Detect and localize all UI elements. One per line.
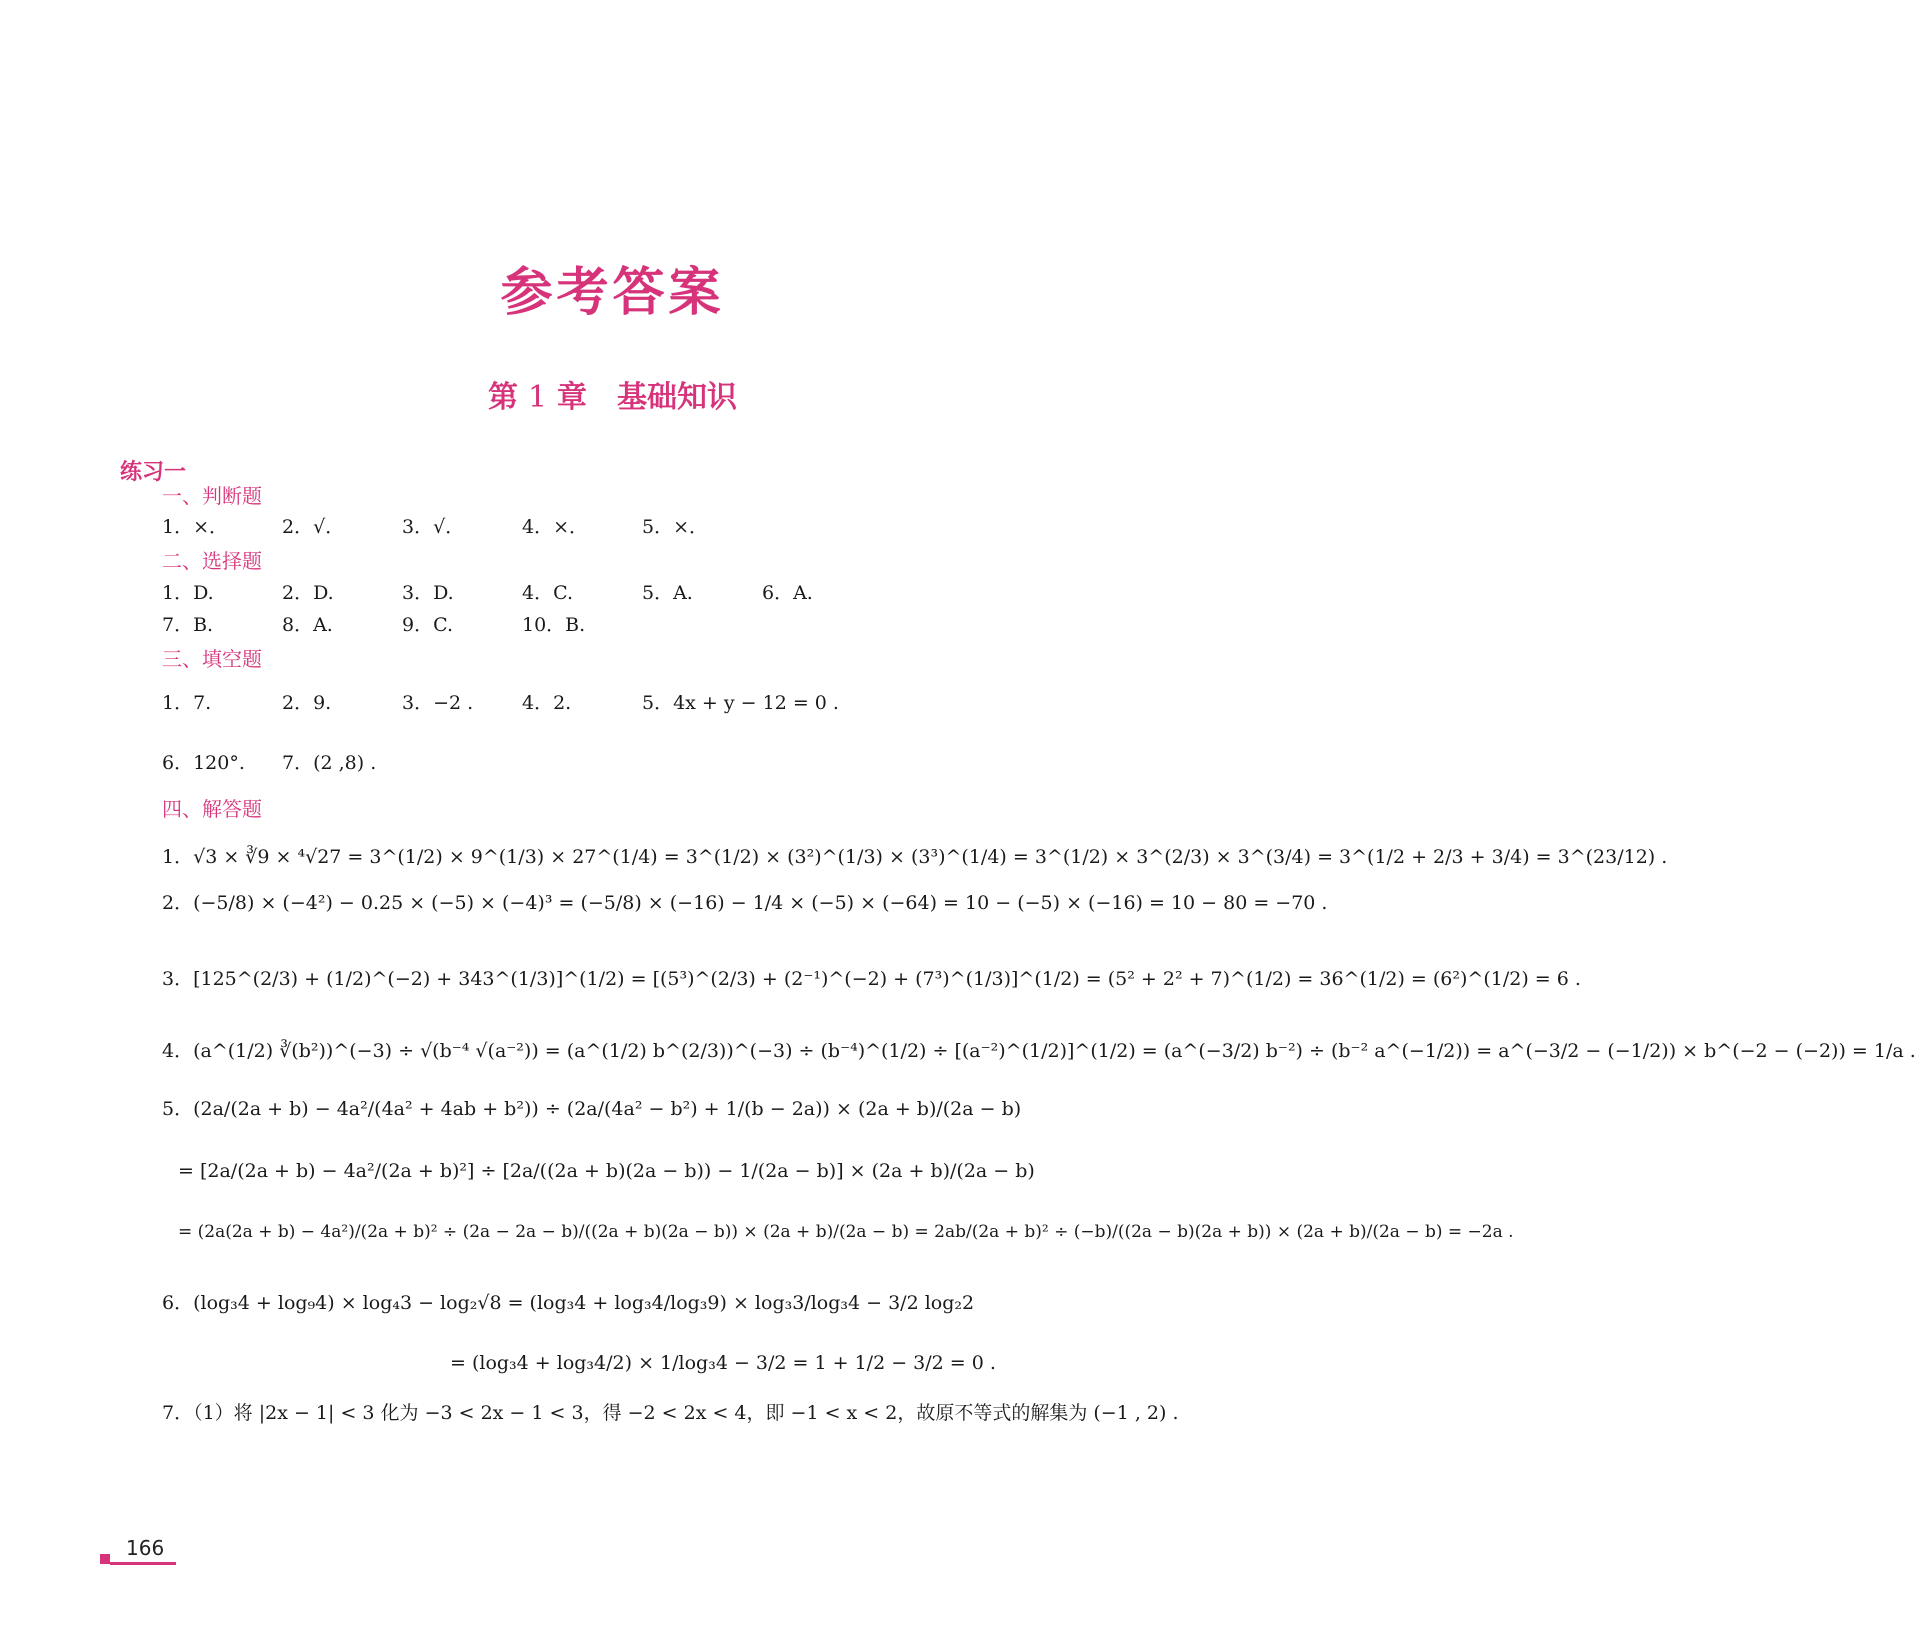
chapter-label-suffix: 章	[557, 380, 588, 415]
solution-line-2: 2．(−5/8) × (−4²) − 0.25 × (−5) × (−4)³ = (−5/8) × (−16) − 1/4 × (−5) × (−64) = 10 − (−5) × (−16) = 10 − 80 = −70 .	[162, 892, 1328, 914]
solution-line-4: 4．(a^(1/2) ∛(b²))^(−3) ÷ √(b⁻⁴ √(a⁻²)) = (a^(1/2) b^(2/3))^(−3) ÷ (b⁻⁴)^(1/2) ÷ [(a⁻²)^(1/2)]^(1/2) = (a^(−3/2) b⁻²) ÷ (b⁻² a^(−1/2)) = a^(−3/2 − (−1/2)) × b^(−2 − (−2)) = 1/a .	[162, 1040, 1916, 1062]
answer-item: 5．4x + y − 12 = 0 .	[642, 692, 839, 714]
answer-item: 5．×．	[642, 516, 709, 538]
footer-rule	[110, 1562, 176, 1565]
answer-item: 2．D.	[282, 582, 334, 604]
answer-item: 1．D.	[162, 582, 214, 604]
answer-item: 3．−2 .	[402, 692, 474, 714]
answer-item: 7．(2 ,8) .	[282, 752, 377, 774]
solution-line-7: = (2a(2a + b) − 4a²)/(2a + b)² ÷ (2a − 2a − b)/((2a + b)(2a − b)) × (2a + b)/(2a − b) = 2ab/(2a + b)² ÷ (−b)/((2a − b)(2a + b)) × (2a + b)/(2a − b) = −2a .	[178, 1222, 1514, 1242]
answer-item: 4．×．	[522, 516, 589, 538]
solution-line-5: 5．(2a/(2a + b) − 4a²/(4a² + 4ab + b²)) ÷ (2a/(4a² − b²) + 1/(b − 2a)) × (2a + b)/(2a − b)	[162, 1098, 1022, 1120]
chapter-title	[0, 372, 1225, 416]
answer-item: 4．C.	[522, 582, 573, 604]
page-title: 参考答案	[500, 262, 725, 323]
section-title-judgement: 一、判断题	[162, 484, 262, 508]
answer-item: 4．2.	[522, 692, 572, 714]
answer-item: 10．B.	[522, 614, 586, 636]
chapter-number: 1	[527, 380, 548, 415]
page-number: 166	[126, 1536, 165, 1560]
answer-item: 3．D.	[402, 582, 454, 604]
solution-line-10: 7．（1）将 |2x − 1| < 3 化为 −3 < 2x − 1 < 3，得 −2 < 2x < 4，即 −1 < x < 2，故原不等式的解集为 (−1 , 2) .	[162, 1402, 1179, 1424]
solution-line-9: = (log₃4 + log₃4/2) × 1/log₃4 − 3/2 = 1 + 1/2 − 3/2 = 0 .	[450, 1352, 996, 1374]
section-title-choice: 二、选择题	[162, 549, 262, 573]
section-title-solutions: 四、解答题	[162, 797, 262, 821]
chapter-name: 基础知识	[617, 380, 738, 415]
answer-item: 2．√．	[282, 516, 345, 538]
answer-item: 7．B.	[162, 614, 214, 636]
answer-item: 1．7.	[162, 692, 212, 714]
solution-line-3: 3．[125^(2/3) + (1/2)^(−2) + 343^(1/3)]^(1/2) = [(5³)^(2/3) + (2⁻¹)^(−2) + (7³)^(1/3)]^(1/2) = (5² + 2² + 7)^(1/2) = 36^(1/2) = (6²)^(1/2) = 6 .	[162, 968, 1581, 990]
answer-item: 3．√．	[402, 516, 465, 538]
answer-item: 9．C.	[402, 614, 453, 636]
exercise-title: 练习一	[120, 460, 187, 485]
answer-item: 6．A.	[762, 582, 813, 604]
solution-line-1: 1．√3 × ∛9 × ⁴√27 = 3^(1/2) × 9^(1/3) × 27^(1/4) = 3^(1/2) × (3²)^(1/3) × (3³)^(1/4) = 3^(1/2) × 3^(2/3) × 3^(3/4) = 3^(1/2 + 2/3 + 3/4) = 3^(23/12) .	[162, 846, 1668, 868]
answer-item: 6．120°.	[162, 752, 245, 774]
footer-marker	[100, 1554, 110, 1564]
answer-item: 5．A.	[642, 582, 693, 604]
answer-item: 8．A.	[282, 614, 333, 636]
answer-item: 2．9.	[282, 692, 332, 714]
answer-item: 1．×．	[162, 516, 229, 538]
chapter-label-prefix: 第	[487, 380, 518, 415]
solution-line-8: 6．(log₃4 + log₉4) × log₄3 − log₂√8 = (log₃4 + log₃4/log₃9) × log₃3/log₃4 − 3/2 log₂2	[162, 1292, 975, 1314]
solution-line-6: = [2a/(2a + b) − 4a²/(2a + b)²] ÷ [2a/((2a + b)(2a − b)) − 1/(2a − b)] × (2a + b)/(2a − b)	[178, 1160, 1035, 1182]
section-title-fill-blank: 三、填空题	[162, 647, 262, 671]
